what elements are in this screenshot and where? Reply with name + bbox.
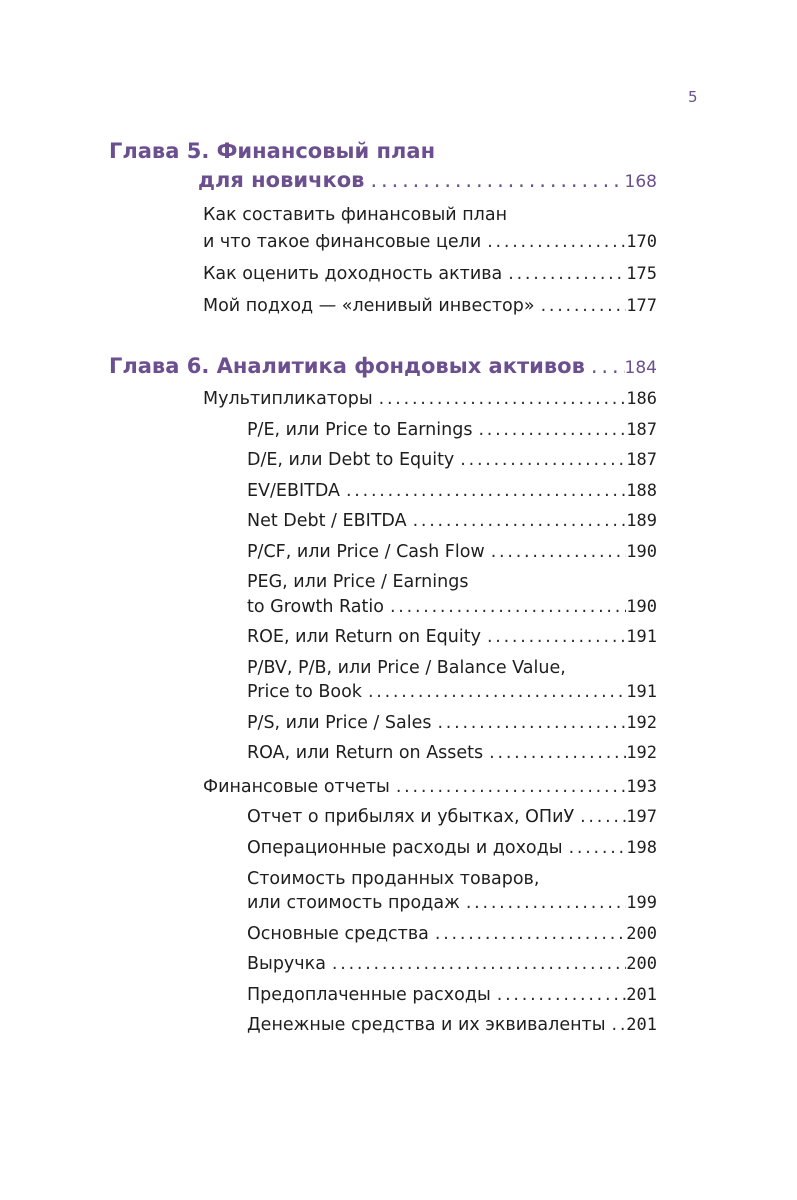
leader-dots <box>491 983 627 1007</box>
toc-entry-text: Операционные расходы и доходы <box>247 838 563 858</box>
toc-entry-line1: PEG, или Price / Earnings <box>247 572 469 592</box>
toc-entry[interactable] <box>247 509 657 533</box>
leader-dots <box>390 775 626 799</box>
leader-dots <box>431 711 626 735</box>
toc-entry-line1: Как составить финансовый план <box>203 205 508 225</box>
toc-entry-text: ROA, или Return on Assets <box>247 743 484 763</box>
toc-entry-text: ROE, или Return on Equity <box>247 627 481 647</box>
toc-entry[interactable] <box>203 294 657 318</box>
toc-entry[interactable] <box>247 922 657 946</box>
toc-entry-page: 201 <box>626 985 657 1005</box>
leader-dots <box>362 680 626 704</box>
chapter-6-title: Глава 6. Аналитика фондовых активов <box>109 354 585 378</box>
toc-entry[interactable] <box>247 952 657 976</box>
toc-entry[interactable] <box>247 805 657 829</box>
toc-entry-line1: P/BV, P/B, или Price / Balance Value, <box>247 658 566 678</box>
toc-section-page: 186 <box>626 389 657 409</box>
toc-entry-text: P/CF, или Price / Cash Flow <box>247 542 485 562</box>
toc-entry-page: 190 <box>626 542 657 562</box>
toc-section-entry[interactable] <box>203 775 657 799</box>
toc-entry-page: 190 <box>626 597 657 617</box>
chapter-5-page: 168 <box>624 172 657 192</box>
toc-entry-text: Price to Book <box>247 682 362 702</box>
toc-entry-line1: Стоимость проданных товаров, <box>247 869 540 889</box>
toc-entry-page: 198 <box>626 838 657 858</box>
toc-entry[interactable] <box>247 836 657 860</box>
toc-entry-page: 189 <box>626 511 657 531</box>
toc-entry[interactable] <box>247 680 657 704</box>
leader-dots <box>485 540 627 564</box>
leader-dots <box>535 294 627 318</box>
toc-section-text: Мультипликаторы <box>203 389 373 409</box>
toc-entry-text: Выручка <box>247 954 326 974</box>
leader-dots <box>429 922 626 946</box>
leader-dots <box>483 741 626 765</box>
toc-entry-text: P/E, или Price to Earnings <box>247 420 473 440</box>
toc-section-page: 193 <box>626 777 657 797</box>
toc-entry[interactable] <box>203 230 657 254</box>
toc-entry-page: 200 <box>626 924 657 944</box>
page-number: 5 <box>688 88 698 106</box>
toc-entry[interactable] <box>247 983 657 1007</box>
toc-entry-page: 187 <box>626 450 657 470</box>
toc-entry-page: 191 <box>626 682 657 702</box>
leader-dots <box>460 891 626 915</box>
leader-dots <box>481 625 626 649</box>
toc-entry[interactable] <box>247 711 657 735</box>
leader-dots <box>373 387 627 411</box>
toc-entry[interactable] <box>247 595 657 619</box>
toc-entry-page: 197 <box>626 807 657 827</box>
toc-entry-text: Предоплаченные расходы <box>247 985 491 1005</box>
toc-entry-text: или стоимость продаж <box>247 893 460 913</box>
toc-section-text: Финансовые отчеты <box>203 777 390 797</box>
chapter-6-page: 184 <box>624 358 657 378</box>
toc-entry[interactable] <box>247 625 657 649</box>
leader-dots <box>574 805 626 829</box>
toc-section-entry[interactable] <box>203 387 657 411</box>
toc-entry-text: P/S, или Price / Sales <box>247 713 432 733</box>
toc-entry-page: 170 <box>626 232 657 252</box>
toc-entry-text: to Growth Ratio <box>247 597 384 617</box>
toc-entry[interactable] <box>247 448 657 472</box>
leader-dots <box>472 418 626 442</box>
chapter-5-entry[interactable] <box>198 168 657 194</box>
toc-entry-text: Как оценить доходность актива <box>203 264 503 284</box>
toc-entry[interactable] <box>247 741 657 765</box>
toc-entry-text: D/E, или Debt to Equity <box>247 450 455 470</box>
toc-entry-page: 187 <box>626 420 657 440</box>
toc-entry-text: Мой подход — «ленивый инвестор» <box>203 296 535 316</box>
leader-dots <box>384 595 626 619</box>
toc-entry-page: 177 <box>626 296 657 316</box>
leader-dots <box>502 262 626 286</box>
toc-entry-page: 199 <box>626 893 657 913</box>
toc-entry-text: Основные средства <box>247 924 429 944</box>
chapter-5-title-cont: для новичков <box>198 168 365 192</box>
toc-entry[interactable] <box>247 418 657 442</box>
chapter-5-title: Глава 5. Финансовый план <box>109 139 436 163</box>
leader-dots <box>326 952 626 976</box>
toc-entry-text: Отчет о прибылях и убытках, ОПиУ <box>247 807 575 827</box>
toc-entry-text: и что такое финансовые цели <box>203 232 482 252</box>
toc-entry-text: Net Debt / EBITDA <box>247 511 407 531</box>
toc-entry-page: 175 <box>626 264 657 284</box>
toc-entry[interactable] <box>247 1013 657 1037</box>
leader-dots <box>585 352 625 380</box>
toc-entry-page: 201 <box>626 1015 657 1035</box>
leader-dots <box>606 1013 627 1037</box>
toc-entry-page: 192 <box>626 743 657 763</box>
toc-entry-page: 200 <box>626 954 657 974</box>
toc-entry[interactable] <box>247 479 657 503</box>
toc-entry-text: Денежные средства и их эквиваленты <box>247 1015 606 1035</box>
leader-dots <box>340 479 626 503</box>
toc-entry[interactable] <box>247 891 657 915</box>
leader-dots <box>481 230 626 254</box>
toc-entry[interactable] <box>203 262 657 286</box>
chapter-6-entry[interactable] <box>109 352 657 382</box>
leader-dots <box>563 836 627 860</box>
toc-entry-text: EV/EBITDA <box>247 481 340 501</box>
toc-entry-page: 192 <box>626 713 657 733</box>
toc-entry-page: 191 <box>626 627 657 647</box>
leader-dots <box>364 168 624 192</box>
leader-dots <box>454 448 626 472</box>
leader-dots <box>407 509 627 533</box>
toc-entry[interactable] <box>247 540 657 564</box>
toc-entry-page: 188 <box>626 481 657 501</box>
